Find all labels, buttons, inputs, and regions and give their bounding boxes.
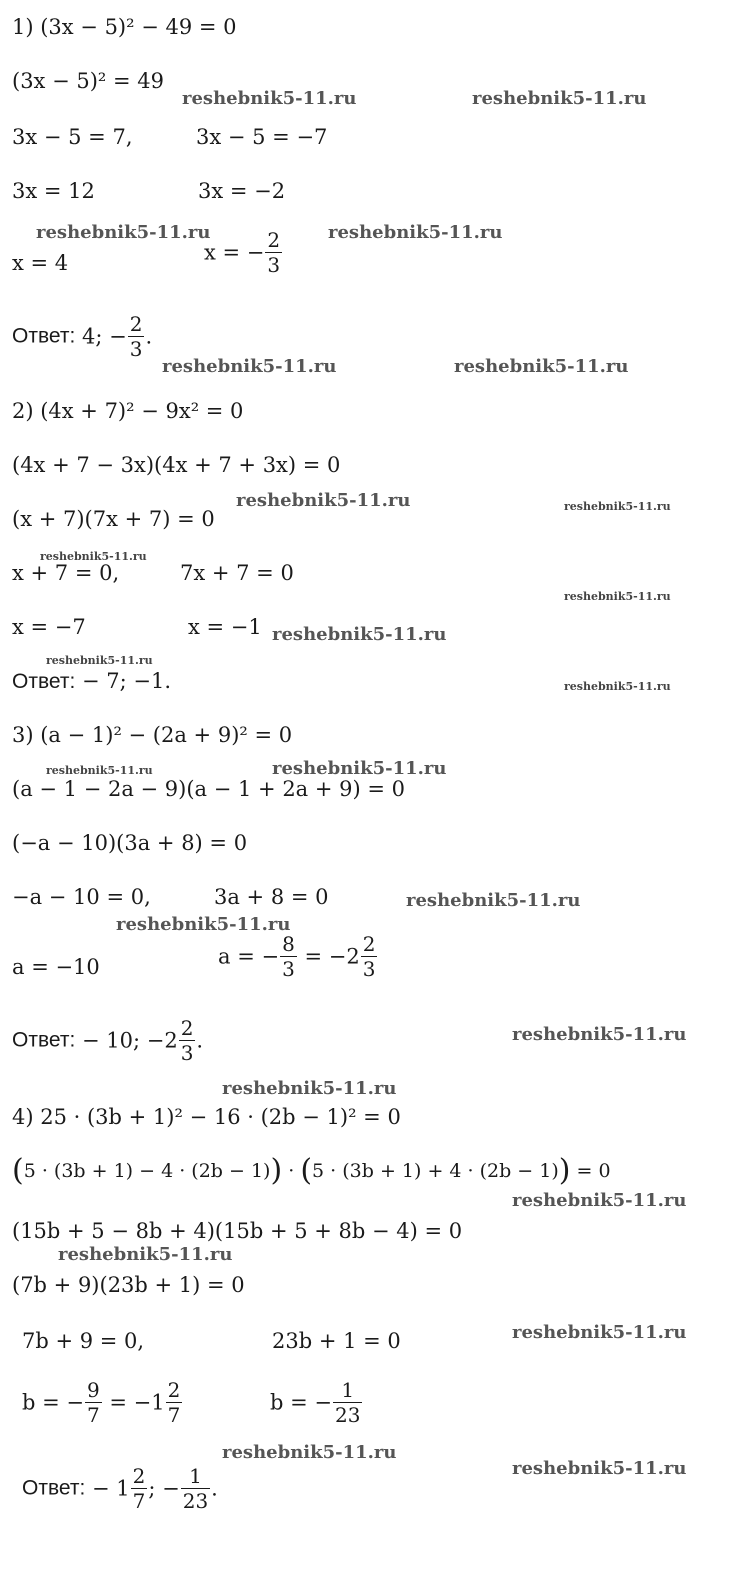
watermark: reshebnik5-11.ru bbox=[236, 490, 411, 511]
watermark: reshebnik5-11.ru bbox=[46, 764, 153, 777]
fraction: $\frac{8}{3}$ bbox=[282, 932, 295, 981]
watermark: reshebnik5-11.ru bbox=[564, 680, 671, 693]
p1-root-a: x = 4 bbox=[12, 251, 69, 275]
watermark: reshebnik5-11.ru bbox=[512, 1024, 687, 1045]
watermark: reshebnik5-11.ru bbox=[36, 222, 211, 243]
p2-equation: 2) (4x + 7)² − 9x² = 0 bbox=[12, 399, 244, 423]
watermark: reshebnik5-11.ru bbox=[512, 1322, 687, 1343]
watermark: reshebnik5-11.ru bbox=[46, 654, 153, 667]
p2-step-1: (4x + 7 − 3x)(4x + 7 + 3x) = 0 bbox=[12, 453, 341, 477]
fraction: $\frac{1}{23}$ bbox=[182, 1464, 209, 1513]
watermark: reshebnik5-11.ru bbox=[40, 550, 147, 563]
p4-case-b: 23b + 1 = 0 bbox=[272, 1329, 401, 1353]
p1-case-a: 3x − 5 = 7, bbox=[12, 125, 133, 149]
p1-equation: 1) (3x − 5)² − 49 = 0 bbox=[12, 15, 237, 39]
fraction: $\frac{2}{3}$ bbox=[180, 1016, 194, 1065]
watermark: reshebnik5-11.ru bbox=[162, 356, 337, 377]
p2-case-b: 7x + 7 = 0 bbox=[180, 561, 294, 585]
p1-root-b: x = − $\frac{2}{3}$ bbox=[204, 228, 281, 277]
p4-root-a: b = − $\frac{9}{7}$ = −1 $\frac{2}{7}$ bbox=[22, 1378, 181, 1427]
p3-case-a: −a − 10 = 0, bbox=[12, 885, 151, 909]
watermark: reshebnik5-11.ru bbox=[328, 222, 503, 243]
p1-case-b: 3x − 5 = −7 bbox=[196, 125, 328, 149]
p2-step-2: (x + 7)(7x + 7) = 0 bbox=[12, 507, 215, 531]
watermark: reshebnik5-11.ru bbox=[472, 88, 647, 109]
fraction: $\frac{1}{23}$ bbox=[335, 1378, 361, 1427]
watermark: reshebnik5-11.ru bbox=[116, 914, 291, 935]
p3-root-b: a = − $\frac{8}{3}$ = −2 $\frac{2}{3}$ bbox=[218, 932, 376, 981]
watermark: reshebnik5-11.ru bbox=[58, 1244, 233, 1265]
p4-answer: Ответ: − 1 $\frac{2}{7}$ ; − $\frac{1}{23}$ . bbox=[22, 1464, 218, 1513]
watermark: reshebnik5-11.ru bbox=[272, 758, 447, 779]
fraction: $\frac{2}{3}$ bbox=[362, 932, 376, 981]
p3-answer: Ответ: − 10; −2 $\frac{2}{3}$ . bbox=[12, 1016, 204, 1065]
p4-case-a: 7b + 9 = 0, bbox=[22, 1329, 145, 1353]
p3-root-a: a = −10 bbox=[12, 955, 100, 979]
p1-answer: Ответ: 4; − $\frac{2}{3}$ . bbox=[12, 312, 153, 361]
watermark: reshebnik5-11.ru bbox=[512, 1190, 687, 1211]
p4-root-b: b = − $\frac{1}{23}$ bbox=[270, 1378, 361, 1427]
p1-step-a: 3x = 12 bbox=[12, 179, 95, 203]
p1-step-1: (3x − 5)² = 49 bbox=[12, 69, 164, 93]
fraction: $\frac{2}{7}$ bbox=[167, 1378, 181, 1427]
p2-root-a: x = −7 bbox=[12, 615, 86, 639]
p3-equation: 3) (a − 1)² − (2a + 9)² = 0 bbox=[12, 723, 293, 747]
watermark: reshebnik5-11.ru bbox=[454, 356, 629, 377]
p4-step-1: (5 · (3b + 1) − 4 · (2b − 1)) · (5 · (3b + 1) + 4 · (2b − 1)) = 0 bbox=[12, 1153, 611, 1188]
watermark: reshebnik5-11.ru bbox=[564, 500, 671, 513]
p3-step-1: (a − 1 − 2a − 9)(a − 1 + 2a + 9) = 0 bbox=[12, 777, 406, 801]
watermark: reshebnik5-11.ru bbox=[564, 590, 671, 603]
watermark: reshebnik5-11.ru bbox=[512, 1458, 687, 1479]
watermark: reshebnik5-11.ru bbox=[406, 890, 581, 911]
p3-case-b: 3a + 8 = 0 bbox=[214, 885, 329, 909]
p4-step-3: (7b + 9)(23b + 1) = 0 bbox=[12, 1273, 245, 1297]
fraction: $\frac{2}{3}$ bbox=[267, 228, 281, 277]
p1-step-b: 3x = −2 bbox=[198, 179, 286, 203]
watermark: reshebnik5-11.ru bbox=[272, 624, 447, 645]
fraction: $\frac{9}{7}$ bbox=[87, 1378, 100, 1427]
watermark: reshebnik5-11.ru bbox=[182, 88, 357, 109]
p4-equation: 4) 25 · (3b + 1)² − 16 · (2b − 1)² = 0 bbox=[12, 1105, 401, 1129]
p3-step-2: (−a − 10)(3a + 8) = 0 bbox=[12, 831, 248, 855]
fraction: $\frac{2}{3}$ bbox=[129, 312, 143, 361]
p4-step-2: (15b + 5 − 8b + 4)(15b + 5 + 8b − 4) = 0 bbox=[12, 1219, 463, 1243]
p2-answer: Ответ: − 7; −1. bbox=[12, 669, 172, 693]
fraction: $\frac{2}{7}$ bbox=[132, 1464, 146, 1513]
watermark: reshebnik5-11.ru bbox=[222, 1442, 397, 1463]
p2-case-a: x + 7 = 0, bbox=[12, 561, 120, 585]
p2-root-b: x = −1 bbox=[188, 615, 262, 639]
watermark: reshebnik5-11.ru bbox=[222, 1078, 397, 1099]
